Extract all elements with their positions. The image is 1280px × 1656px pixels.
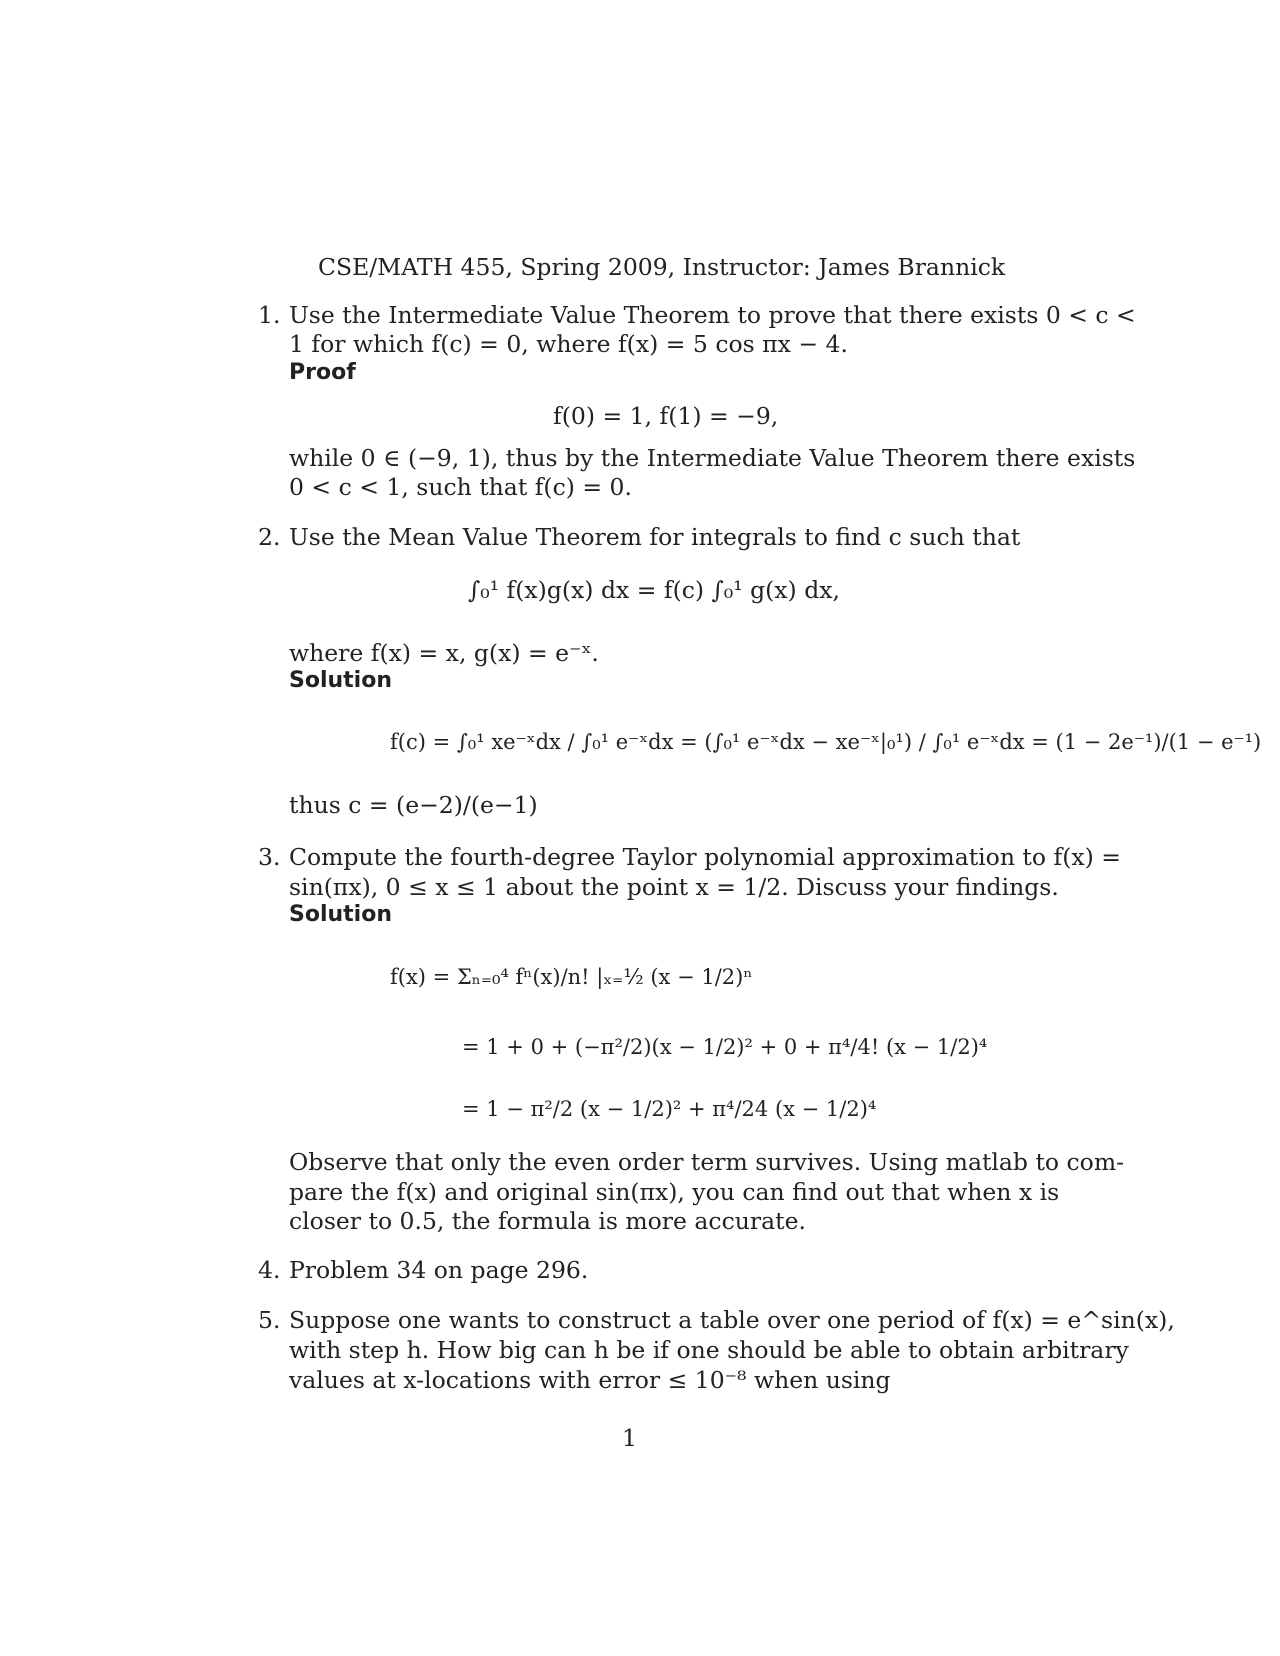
problem-text: while 0 ∈ (−9, 1), thus by the Intermediate Value Theorem there exists xyxy=(289,444,1136,472)
display-equation: ∫₀¹ f(x)g(x) dx = f(c) ∫₀¹ g(x) dx, xyxy=(468,576,840,604)
problem-text: closer to 0.5, the formula is more accurate. xyxy=(289,1207,806,1235)
display-equation: = 1 + 0 + (−π²/2)(x − 1/2)² + 0 + π⁴/4! (x − 1/2)⁴ xyxy=(462,1035,988,1059)
display-equation: = 1 − π²/2 (x − 1/2)² + π⁴/24 (x − 1/2)⁴ xyxy=(462,1097,877,1121)
problem-text: Problem 34 on page 296. xyxy=(289,1256,589,1284)
problem-text: sin(πx), 0 ≤ x ≤ 1 about the point x = 1/2. Discuss your findings. xyxy=(289,873,1059,901)
problem-text: Use the Intermediate Value Theorem to prove that there exists 0 < c < xyxy=(289,301,1136,329)
problem-text: values at x-locations with error ≤ 10⁻⁸ when using xyxy=(289,1366,891,1394)
problem-text: with step h. How big can h be if one should be able to obtain arbitrary xyxy=(289,1336,1129,1364)
problem-text: where f(x) = x, g(x) = e⁻ˣ. xyxy=(289,639,599,667)
problem-text: 0 < c < 1, such that f(c) = 0. xyxy=(289,473,632,501)
problem-text: Observe that only the even order term survives. Using matlab to com- xyxy=(289,1148,1125,1176)
display-equation: f(0) = 1, f(1) = −9, xyxy=(553,402,779,430)
problem-number: 2. xyxy=(258,523,281,551)
display-equation: f(c) = ∫₀¹ xe⁻ˣdx / ∫₀¹ e⁻ˣdx = (∫₀¹ e⁻ˣdx − xe⁻ˣ|₀¹) / ∫₀¹ e⁻ˣdx = (1 − 2e⁻¹)/(1 − e⁻¹) xyxy=(390,730,1262,754)
solution-label: Solution xyxy=(289,902,392,927)
problem-text: Compute the fourth-degree Taylor polynomial approximation to f(x) = xyxy=(289,843,1121,871)
problem-text: Suppose one wants to construct a table over one period of f(x) = e^sin(x), xyxy=(289,1306,1175,1334)
problem-number: 3. xyxy=(258,843,281,871)
solution-label: Solution xyxy=(289,668,392,693)
problem-number: 1. xyxy=(258,301,281,329)
problem-text: Use the Mean Value Theorem for integrals to find c such that xyxy=(289,523,1021,551)
page-header: CSE/MATH 455, Spring 2009, Instructor: James Brannick xyxy=(318,253,1006,281)
display-equation: f(x) = Σₙ₌₀⁴ fⁿ(x)/n! |ₓ₌½ (x − 1/2)ⁿ xyxy=(390,965,753,989)
page-number: 1 xyxy=(622,1424,637,1452)
problem-text: pare the f(x) and original sin(πx), you can find out that when x is xyxy=(289,1178,1060,1206)
proof-label: Proof xyxy=(289,360,356,385)
problem-number: 5. xyxy=(258,1306,281,1334)
problem-number: 4. xyxy=(258,1256,281,1284)
problem-text: 1 for which f(c) = 0, where f(x) = 5 cos πx − 4. xyxy=(289,330,848,358)
problem-text: thus c = (e−2)/(e−1) xyxy=(289,791,538,819)
